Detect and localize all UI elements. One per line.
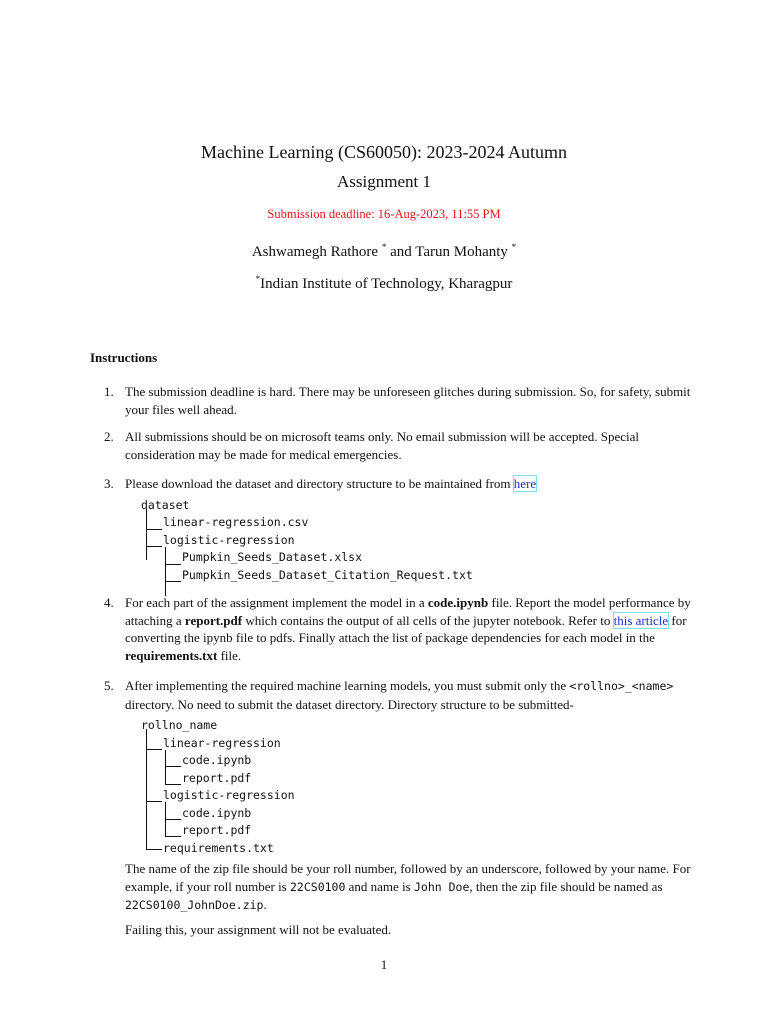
authors-line [0, 242, 768, 261]
here-link[interactable]: here [513, 476, 537, 491]
author-name: Ashwamegh Rathore [251, 244, 379, 260]
filename-requirements: requirements.txt [125, 647, 218, 663]
instruction-item [104, 428, 704, 463]
affiliation-line [0, 274, 768, 293]
tree-connector [165, 836, 181, 837]
tree-connector [146, 801, 162, 802]
tree-root: dataset [141, 497, 190, 512]
tree-node: requirements.txt [163, 840, 274, 855]
item-text: The submission deadline is hard. There may be unforeseen glitches during submission. So, for safety, submit your files well ahead. [125, 384, 691, 417]
zip-filename-example: 22CS0100_JohnDoe.zip [125, 898, 264, 912]
tree-node: linear-regression [163, 735, 281, 750]
tree-connector [165, 581, 181, 582]
tree-connector [146, 529, 162, 530]
item-number: 1. [104, 384, 114, 399]
tree-node: report.pdf [182, 823, 252, 837]
tree-node: logistic-regression [163, 532, 295, 547]
author-name: Tarun Mohanty [415, 244, 508, 260]
tree-connector [165, 750, 166, 784]
tree-connector [165, 784, 181, 785]
submission-deadline: Submission deadline: 16-Aug-2023, 11:55 PM [267, 207, 501, 221]
item-number: 4. [104, 595, 114, 610]
instruction-item [104, 677, 704, 938]
tree-node: Pumpkin_Seeds_Dataset_Citation_Request.txt [182, 567, 473, 582]
filename-code: code.ipynb [427, 595, 489, 610]
author-separator: and [390, 244, 412, 260]
tree-node: code.ipynb [182, 753, 252, 767]
directory-name-code: <rollno>_<name> [569, 679, 674, 693]
tree-connector [146, 749, 162, 750]
item-number: 2. [104, 429, 114, 444]
item-number: 5. [104, 678, 114, 693]
item-text: After implementing the required machine learning models, you must submit only the <rollno>_<name> directory. No need to submit the dataset directory. Directory structure to be submitted- [125, 678, 674, 712]
tree-connector [146, 729, 147, 849]
tree-connector [165, 564, 181, 565]
affiliation-mark: * [381, 242, 387, 252]
item-text: For each part of the assignment implement the model in a code.ipynb file. Report the model performance by attaching a report.pdf which contains the output of all cells of the jupyter notebook. Refer to this article for converting the ipynb file to pdfs. Finally attach the list of package dependencies for each model in the requirements.txt file. [125, 595, 691, 663]
tree-node: Pumpkin_Seeds_Dataset.xlsx [182, 550, 363, 564]
tree-connector [165, 547, 166, 596]
tree-connector [165, 819, 181, 820]
dataset-directory-tree [141, 497, 704, 585]
filename-report: report.pdf [184, 612, 243, 628]
tree-root: rollno_name [141, 718, 218, 732]
name-example: John Doe [413, 879, 470, 894]
instruction-item [104, 594, 704, 664]
page-number: 1 [380, 957, 388, 972]
tree-connector [146, 509, 147, 560]
item-text: Please download the dataset and directory structure to be maintained from here [125, 476, 537, 491]
zip-instruction: The name of the zip file should be your roll number, followed by an underscore, followed by your name. For example, if your roll number is 22CS0100 and name is John Doe, then the zip file should be named as 22CS0100_JohnDoe.zip. [125, 861, 691, 912]
instruction-item [104, 383, 704, 418]
affiliation-mark: * [255, 274, 261, 284]
article-link[interactable]: this article [613, 612, 669, 628]
item-number: 3. [104, 476, 114, 491]
tree-connector [146, 849, 162, 850]
tree-connector [146, 546, 162, 547]
tree-node: logistic-regression [163, 788, 295, 802]
document-title: Machine Learning (CS60050): 2023-2024 Autumn [201, 142, 567, 162]
instructions-heading: Instructions [90, 350, 158, 365]
assignment-title: Assignment 1 [337, 172, 431, 191]
affiliation: Indian Institute of Technology, Kharagpur [260, 276, 513, 292]
tree-node: linear-regression.csv [163, 515, 309, 529]
tree-node: code.ipynb [182, 805, 252, 820]
instruction-item [104, 475, 704, 584]
tree-connector [165, 766, 181, 767]
affiliation-mark: * [511, 242, 517, 252]
tree-node: report.pdf [182, 770, 252, 785]
rollno-example: 22CS0100 [290, 879, 346, 894]
submission-directory-tree [141, 717, 704, 857]
item-text: All submissions should be on microsoft teams only. No email submission will be accepted. Special consideration may be made for medical emergencies. [125, 429, 640, 462]
closing-note: Failing this, your assignment will not be evaluated. [125, 921, 392, 937]
